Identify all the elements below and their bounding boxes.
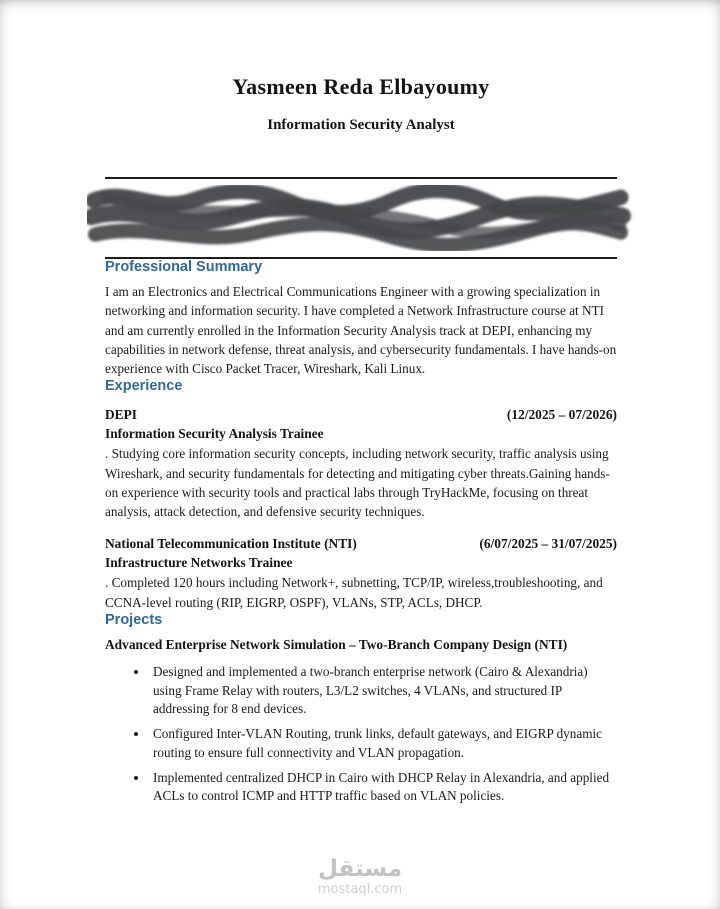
experience-dates: (12/2025 – 07/2026) xyxy=(506,407,617,423)
resume-content xyxy=(105,0,617,812)
watermark-domain-text: mostaql.com xyxy=(317,882,403,897)
experience-role: Infrastructure Networks Trainee xyxy=(105,555,293,571)
projects-heading: Projects xyxy=(105,611,163,628)
summary-heading: Professional Summary xyxy=(105,259,263,275)
experience-description: . Studying core information security concepts, including network security, traffic analysis using Wireshark, and security fundamentals for detecting and mitigating cyber threats.Gaining hands-on experience with security tools and practical labs through TryHackMe, focusing on threat analysis, attack detection, and defensive security techniques. xyxy=(105,446,610,520)
redacted-contact-block xyxy=(87,185,637,251)
experience-org: National Telecommunication Institute (NTI) xyxy=(105,536,357,552)
project-bullet: • Implemented centralized DHCP in Cairo with DHCP Relay in Alexandria, and applied ACLs to control ICMP and HTTP traffic based on VLAN policies. xyxy=(149,769,617,806)
candidate-name: Yasmeen Reda Elbayoumy xyxy=(232,74,490,99)
project-bullet-list xyxy=(105,663,617,806)
experience-entry-nti xyxy=(105,536,617,612)
experience-dates: (6/07/2025 – 31/07/2025) xyxy=(479,536,617,552)
redaction-scribble-icon xyxy=(87,185,637,251)
section-experience xyxy=(105,378,617,612)
experience-entry-header xyxy=(105,407,617,423)
watermark-arabic-text: مستقل xyxy=(317,855,403,882)
project-title: Advanced Enterprise Network Simulation – Two-Branch Company Design (NTI) xyxy=(105,636,568,652)
summary-text: I am an Electronics and Electrical Communications Engineer with a growing specialization in networking and information security. I have completed a Network Infrastructure course at NTI and am currently enrolled in the Information Security Analysis track at DEPI, enhancing my capabilities in network defense, threat analysis, and cybersecurity fundamentals. I have hands-on experience with Cisco Packet Tracer, Wireshark, Kali Linux. xyxy=(105,284,617,377)
divider-top xyxy=(105,177,617,179)
experience-org: DEPI xyxy=(105,407,137,423)
experience-description: . Completed 120 hours including Network+, subnetting, TCP/IP, wireless,troubleshooting, and CCNA-level routing (RIP, EIGRP, OSPF), VLANs, STP, ACLs, DHCP. xyxy=(105,575,603,610)
experience-role: Information Security Analysis Trainee xyxy=(105,426,324,442)
experience-heading: Experience xyxy=(105,378,183,395)
section-projects xyxy=(105,612,617,806)
candidate-job-title: Information Security Analyst xyxy=(267,117,455,133)
project-bullet: • Designed and implemented a two-branch enterprise network (Cairo & Alexandria) using Frame Relay with routers, L3/L2 switches, 4 VLANs, and structured IP addressing for 8 end devices. xyxy=(149,663,617,719)
experience-entry-header xyxy=(105,536,617,552)
mostaql-watermark xyxy=(0,857,720,897)
project-bullet: • Configured Inter-VLAN Routing, trunk links, default gateways, and EIGRP dynamic routing to ensure full connectivity and VLAN propagation. xyxy=(149,725,617,762)
experience-entry-depi xyxy=(105,407,617,521)
section-professional-summary xyxy=(105,259,617,378)
